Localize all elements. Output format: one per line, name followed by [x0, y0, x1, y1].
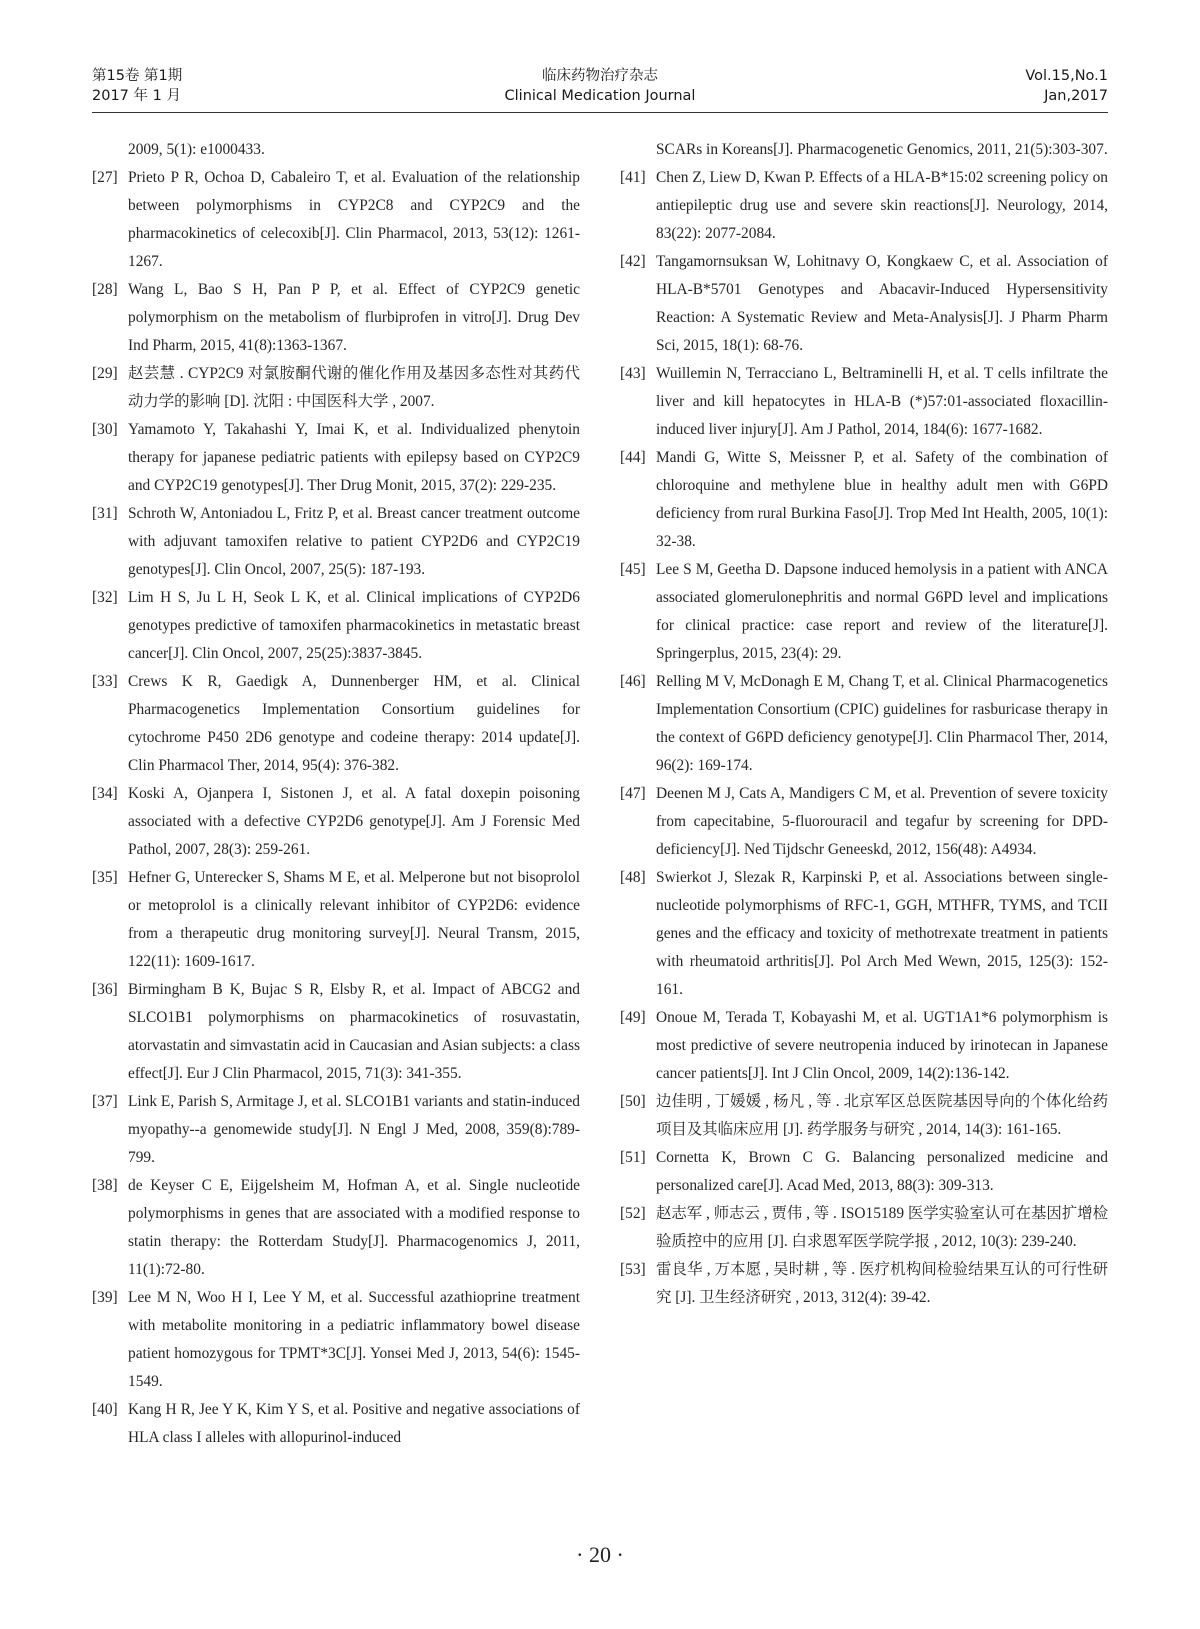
reference-number: [51] — [620, 1149, 646, 1166]
reference-text: Lee S M, Geetha D. Dapsone induced hemolysis in a patient with ANCA associated glomerulonephritis and normal G6PD level and implications for clinical practice: case report and review of the literature[J]. Springerplus, 2015, 23(4): 29. — [656, 561, 1108, 662]
header-date-cn: 2017 年 1 月 — [92, 88, 181, 104]
reference-entry — [92, 864, 580, 976]
reference-text: Birmingham B K, Bujac S R, Elsby R, et al. Impact of ABCG2 and SLCO1B1 polymorphisms on pharmacokinetics of rosuvastatin, atorvastatin and simvastatin acid in Caucasian and Asian subjects: a class effect[J]. Eur J Clin Pharmacol, 2015, 71(3): 341-355. — [128, 981, 580, 1082]
reference-entry — [620, 248, 1108, 360]
reference-text: Lee M N, Woo H I, Lee Y M, et al. Successful azathioprine treatment with metabolite monitoring in a pediatric inflammatory bowel disease patient homozygous for TPMT*3C[J]. Yonsei Med J, 2013, 54(6): 1545-1549. — [128, 1289, 580, 1390]
reference-entry — [92, 164, 580, 276]
reference-entry — [92, 1172, 580, 1284]
reference-number: [45] — [620, 561, 646, 578]
reference-entry — [92, 500, 580, 584]
reference-text: Relling M V, McDonagh E M, Chang T, et al. Clinical Pharmacogenetics Implementation Consortium (CPIC) guidelines for rasburicase therapy in the context of G6PD deficiency genotype[J]. Clin Pharmacol Ther, 2014, 96(2): 169-174. — [656, 673, 1108, 774]
reference-number: [27] — [92, 169, 118, 186]
references-right-column — [620, 136, 1108, 1312]
header-date-en: Jan,2017 — [1044, 88, 1108, 104]
reference-entry — [620, 1144, 1108, 1200]
reference-number: [29] — [92, 365, 118, 382]
reference-number: [42] — [620, 253, 646, 270]
reference-number: [50] — [620, 1093, 646, 1110]
header-volume-en: Vol.15,No.1 — [1025, 68, 1108, 84]
reference-text: Tangamornsuksan W, Lohitnavy O, Kongkaew C, et al. Association of HLA-B*5701 Genotypes and Abacavir-Induced Hypersensitivity Reaction: A Systematic Review and Meta-Analysis[J]. J Pharm Pharm Sci, 2015, 18(1): 68-76. — [656, 253, 1108, 354]
reference-entry — [620, 1256, 1108, 1312]
reference-entry — [620, 164, 1108, 248]
reference-entry — [92, 1284, 580, 1396]
reference-text: Lim H S, Ju L H, Seok L K, et al. Clinical implications of CYP2D6 genotypes predictive of tamoxifen pharmacokinetics in metastatic breast cancer[J]. Clin Oncol, 2007, 25(25):3837-3845. — [128, 589, 580, 662]
reference-number: [33] — [92, 673, 118, 690]
reference-number: [36] — [92, 981, 118, 998]
reference-number: [52] — [620, 1205, 646, 1222]
reference-entry — [92, 416, 580, 500]
reference-text: Link E, Parish S, Armitage J, et al. SLCO1B1 variants and statin-induced myopathy--a genomewide study[J]. N Engl J Med, 2008, 359(8):789-799. — [128, 1093, 580, 1166]
reference-entry — [620, 556, 1108, 668]
reference-text: Schroth W, Antoniadou L, Fritz P, et al. Breast cancer treatment outcome with adjuvant tamoxifen relative to patient CYP2D6 and CYP2C19 genotypes[J]. Clin Oncol, 2007, 25(5): 187-193. — [128, 505, 580, 578]
page-number: · 20 · — [576, 1542, 624, 1567]
reference-text: 2009, 5(1): e1000433. — [128, 141, 265, 158]
header-journal-cn: 临床药物治疗杂志 — [542, 68, 658, 84]
reference-entry — [92, 136, 580, 164]
reference-text: 雷良华 , 万本愿 , 吴时耕 , 等 . 医疗机构间检验结果互认的可行性研究 [J]. 卫生经济研究 , 2013, 312(4): 39-42. — [656, 1261, 1108, 1306]
reference-text: Prieto P R, Ochoa D, Cabaleiro T, et al. Evaluation of the relationship between polymorphisms in CYP2C8 and CYP2C9 and the pharmacokinetics of celecoxib[J]. Clin Pharmacol, 2013, 53(12): 1261-1267. — [128, 169, 580, 270]
reference-entry — [620, 864, 1108, 1004]
reference-number: [53] — [620, 1261, 646, 1278]
reference-number: [31] — [92, 505, 118, 522]
reference-number: [41] — [620, 169, 646, 186]
reference-text: Onoue M, Terada T, Kobayashi M, et al. UGT1A1*6 polymorphism is most predictive of severe neutropenia induced by irinotecan in Japanese cancer patients[J]. Int J Clin Oncol, 2009, 14(2):136-142. — [656, 1009, 1108, 1082]
reference-entry — [620, 444, 1108, 556]
reference-text: Mandi G, Witte S, Meissner P, et al. Safety of the combination of chloroquine and methylene blue in healthy adult men with G6PD deficiency from rural Burkina Faso[J]. Trop Med Int Health, 2005, 10(1): 32-38. — [656, 449, 1108, 550]
reference-number: [49] — [620, 1009, 646, 1026]
reference-entry — [92, 1088, 580, 1172]
reference-text: Wang L, Bao S H, Pan P P, et al. Effect of CYP2C9 genetic polymorphism on the metabolism of flurbiprofen in vitro[J]. Drug Dev Ind Pharm, 2015, 41(8):1363-1367. — [128, 281, 580, 354]
reference-entry — [92, 276, 580, 360]
reference-entry — [92, 780, 580, 864]
reference-entry — [92, 584, 580, 668]
reference-entry — [620, 1200, 1108, 1256]
reference-text: Wuillemin N, Terracciano L, Beltraminelli H, et al. T cells infiltrate the liver and kill hepatocytes in HLA-B (*)57:01-associated floxacillin-induced liver injury[J]. Am J Pathol, 2014, 184(6): 1677-1682. — [656, 365, 1108, 438]
header-volume-cn: 第15卷 第1期 — [92, 68, 183, 84]
reference-number: [44] — [620, 449, 646, 466]
reference-number: [43] — [620, 365, 646, 382]
reference-number: [47] — [620, 785, 646, 802]
reference-text: 赵芸慧 . CYP2C9 对氯胺酮代谢的催化作用及基因多态性对其药代动力学的影响 [D]. 沈阳 : 中国医科大学 , 2007. — [128, 365, 580, 410]
reference-entry — [620, 1088, 1108, 1144]
reference-number: [32] — [92, 589, 118, 606]
reference-entry — [620, 360, 1108, 444]
reference-number: [28] — [92, 281, 118, 298]
reference-number: [30] — [92, 421, 118, 438]
reference-number: [39] — [92, 1289, 118, 1306]
reference-number: [46] — [620, 673, 646, 690]
references-left-column — [92, 136, 580, 1452]
reference-text: Crews K R, Gaedigk A, Dunnenberger HM, et al. Clinical Pharmacogenetics Implementation Consortium guidelines for cytochrome P450 2D6 genotype and codeine therapy: 2014 update[J]. Clin Pharmacol Ther, 2014, 95(4): 376-382. — [128, 673, 580, 774]
reference-entry — [92, 668, 580, 780]
reference-text: Cornetta K, Brown C G. Balancing personalized medicine and personalized care[J]. Acad Med, 2013, 88(3): 309-313. — [656, 1149, 1108, 1194]
reference-number: [38] — [92, 1177, 118, 1194]
reference-text: Hefner G, Unterecker S, Shams M E, et al. Melperone but not bisoprolol or metoprolol is a clinically relevant inhibitor of CYP2D6: evidence from a therapeutic drug monitoring survey[J]. Neural Transm, 2015, 122(11): 1609-1617. — [128, 869, 580, 970]
reference-text: SCARs in Koreans[J]. Pharmacogenetic Genomics, 2011, 21(5):303-307. — [656, 141, 1108, 158]
reference-entry — [92, 1396, 580, 1452]
reference-entry — [92, 360, 580, 416]
header-journal-en: Clinical Medication Journal — [504, 88, 696, 104]
reference-number: [48] — [620, 869, 646, 886]
reference-text: Kang H R, Jee Y K, Kim Y S, et al. Positive and negative associations of HLA class I alleles with allopurinol-induced — [128, 1401, 580, 1446]
reference-entry — [620, 1004, 1108, 1088]
reference-number: [40] — [92, 1401, 118, 1418]
reference-text: Yamamoto Y, Takahashi Y, Imai K, et al. Individualized phenytoin therapy for japanese pediatric patients with epilepsy based on CYP2C9 and CYP2C19 genotypes[J]. Ther Drug Monit, 2015, 37(2): 229-235. — [128, 421, 580, 494]
reference-entry — [620, 136, 1108, 164]
reference-number: [34] — [92, 785, 118, 802]
reference-entry — [92, 976, 580, 1088]
reference-text: Swierkot J, Slezak R, Karpinski P, et al. Associations between single-nucleotide polymorphisms of RFC-1, GGH, MTHFR, TYMS, and TCII genes and the efficacy and toxicity of methotrexate treatment in patients with rheumatoid arthritis[J]. Pol Arch Med Wewn, 2015, 125(3): 152-161. — [656, 869, 1108, 998]
reference-text: 边佳明 , 丁媛媛 , 杨凡 , 等 . 北京军区总医院基因导向的个体化给药项目及其临床应用 [J]. 药学服务与研究 , 2014, 14(3): 161-165. — [656, 1093, 1108, 1138]
reference-text: Deenen M J, Cats A, Mandigers C M, et al. Prevention of severe toxicity from capecitabine, 5-fluorouracil and tegafur by screening for DPD-deficiency[J]. Ned Tijdschr Geneeskd, 2012, 156(48): A4934. — [656, 785, 1108, 858]
reference-text: de Keyser C E, Eijgelsheim M, Hofman A, et al. Single nucleotide polymorphisms in genes that are associated with a modified response to statin therapy: the Rotterdam Study[J]. Pharmacogenomics J, 2011, 11(1):72-80. — [128, 1177, 580, 1278]
header-right — [1025, 66, 1108, 106]
reference-number: [35] — [92, 869, 118, 886]
running-header — [92, 64, 1108, 113]
reference-entry — [620, 780, 1108, 864]
reference-entry — [620, 668, 1108, 780]
header-center — [92, 66, 1108, 106]
reference-text: 赵志军 , 师志云 , 贾伟 , 等 . ISO15189 医学实验室认可在基因扩增检验质控中的应用 [J]. 白求恩军医学院学报 , 2012, 10(3): 239-240. — [656, 1205, 1108, 1250]
reference-text: Koski A, Ojanpera I, Sistonen J, et al. A fatal doxepin poisoning associated with a defective CYP2D6 genotype[J]. Am J Forensic Med Pathol, 2007, 28(3): 259-261. — [128, 785, 580, 858]
reference-text: Chen Z, Liew D, Kwan P. Effects of a HLA-B*15:02 screening policy on antiepileptic drug use and severe skin reactions[J]. Neurology, 2014, 83(22): 2077-2084. — [656, 169, 1108, 242]
reference-number: [37] — [92, 1093, 118, 1110]
